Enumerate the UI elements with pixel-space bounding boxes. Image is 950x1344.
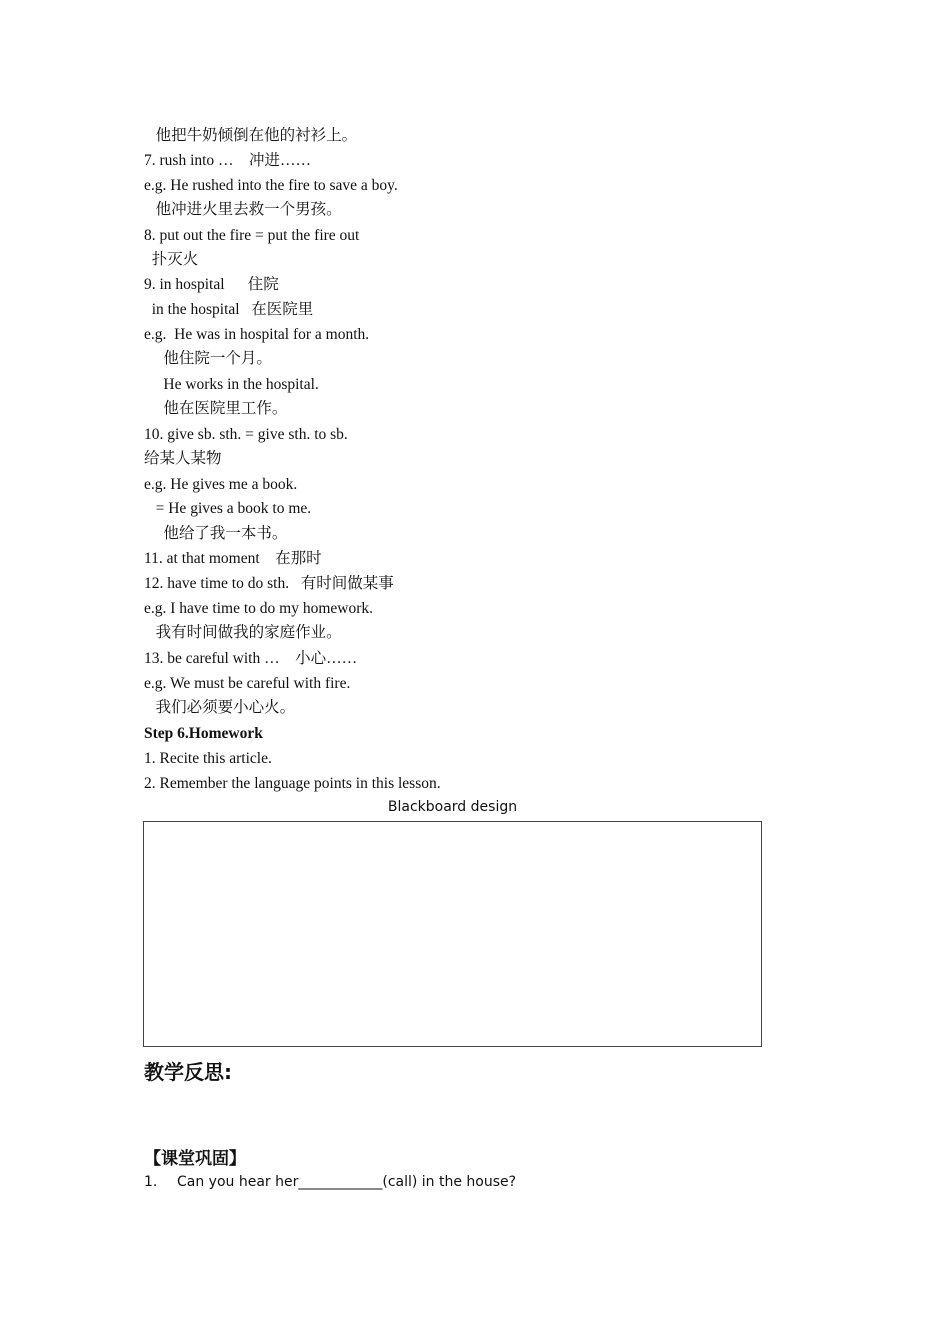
text-line: 9. in hospital 住院	[144, 276, 279, 293]
text-line: e.g. He rushed into the fire to save a boy.	[144, 177, 398, 194]
text-line: 他给了我一本书。	[144, 525, 288, 542]
text-line: 8. put out the fire = put the fire out	[144, 227, 360, 244]
text-line: 我们必须要小心火。	[144, 699, 296, 716]
text-line: e.g. We must be careful with fire.	[144, 675, 351, 692]
text-line: 他把牛奶倾倒在他的衬衫上。	[144, 127, 358, 144]
text-line: He works in the hospital.	[144, 376, 319, 393]
text-line: e.g. I have time to do my homework.	[144, 600, 374, 617]
text-line: = He gives a book to me.	[144, 500, 312, 517]
text-line: 2. Remember the language points in this lesson.	[144, 775, 441, 792]
practice-heading: 【课堂巩固】	[144, 1149, 246, 1169]
text-line: 12. have time to do sth. 有时间做某事	[144, 575, 394, 592]
reflection-heading: 教学反思:	[144, 1060, 232, 1084]
question-text: Can you hear her____________(call) in the house?	[177, 1174, 517, 1190]
text-line: 扑灭火	[144, 251, 199, 268]
text-line: 7. rush into … 冲进……	[144, 152, 312, 169]
text-line: e.g. He was in hospital for a month.	[144, 326, 370, 343]
text-line: 1. Recite this article.	[144, 750, 272, 767]
question-number: 1.	[144, 1174, 158, 1190]
text-line: 11. at that moment 在那时	[144, 550, 322, 567]
section-heading-homework: Step 6.Homework	[144, 725, 263, 742]
text-line: 13. be careful with … 小心……	[144, 650, 358, 667]
text-line: 我有时间做我的家庭作业。	[144, 624, 342, 641]
text-line: 给某人某物	[144, 450, 222, 467]
text-line: 他在医院里工作。	[144, 400, 288, 417]
text-line: in the hospital 在医院里	[144, 301, 314, 318]
text-line: 他冲进火里去救一个男孩。	[144, 201, 342, 218]
blackboard-box	[143, 821, 762, 1047]
blackboard-caption: Blackboard design	[387, 799, 518, 815]
text-line: e.g. He gives me a book.	[144, 476, 298, 493]
text-line: 10. give sb. sth. = give sth. to sb.	[144, 426, 348, 443]
text-line: 他住院一个月。	[144, 350, 272, 367]
